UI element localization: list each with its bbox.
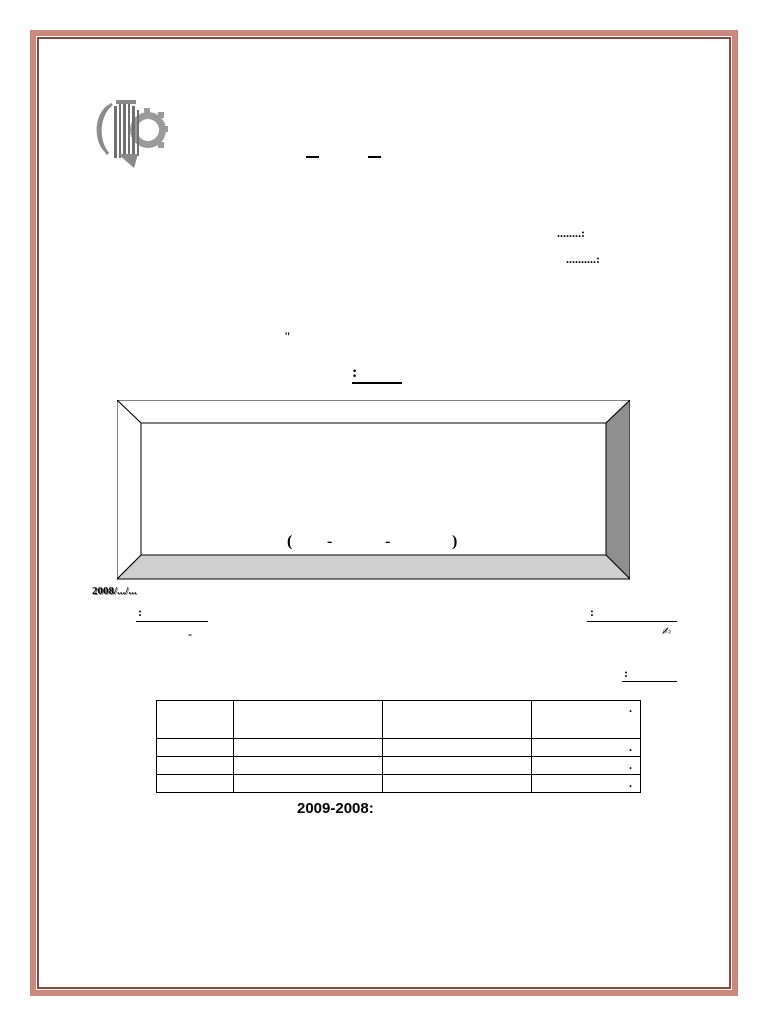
- table-cell: [383, 757, 532, 775]
- table-cell: [234, 757, 383, 775]
- quote-mark: ": [284, 329, 291, 343]
- table-cell: [157, 739, 234, 757]
- table-cell: [157, 701, 234, 739]
- committee-table: [156, 700, 641, 793]
- committee-label-underline: [622, 681, 677, 682]
- committee-label: :: [624, 666, 628, 680]
- signature-right-colon: :: [590, 605, 594, 619]
- table-row: [157, 775, 641, 793]
- table-row: [157, 701, 641, 739]
- table-cell: [157, 775, 234, 793]
- university-logo-icon: [94, 92, 168, 168]
- academic-year: 2009-2008:: [297, 800, 374, 817]
- table-cell: [234, 701, 383, 739]
- table-cell: [383, 701, 532, 739]
- title-frame-box: [117, 400, 630, 580]
- table-cell: .: [532, 701, 641, 739]
- table-cell: [234, 775, 383, 793]
- table-cell: [157, 757, 234, 775]
- signature-left-dash: -: [188, 627, 192, 641]
- table-cell: .: [532, 739, 641, 757]
- section-label: :: [352, 364, 358, 381]
- table-cell: .: [532, 775, 641, 793]
- header-dash-left: [306, 156, 319, 158]
- frame-paren-open: (: [287, 533, 293, 550]
- table-row: [157, 757, 641, 775]
- signature-left-line: [136, 621, 208, 622]
- table-cell: [383, 739, 532, 757]
- field-one: ........:: [557, 226, 585, 240]
- signature-left-colon: :: [138, 605, 142, 619]
- pen-icon: ✍: [662, 625, 672, 638]
- header-dash-right: [368, 156, 381, 158]
- frame-paren-close: ): [452, 533, 458, 550]
- table-row: [157, 739, 641, 757]
- table-cell: [234, 739, 383, 757]
- frame-dash-one: -: [327, 533, 333, 550]
- date-text: 2008/.../...: [92, 585, 137, 597]
- table-cell: [383, 775, 532, 793]
- section-label-underline: [352, 382, 402, 384]
- field-two: ..........:: [566, 252, 600, 266]
- signature-right-line: [587, 621, 677, 622]
- table-cell: .: [532, 757, 641, 775]
- frame-dash-two: -: [385, 533, 391, 550]
